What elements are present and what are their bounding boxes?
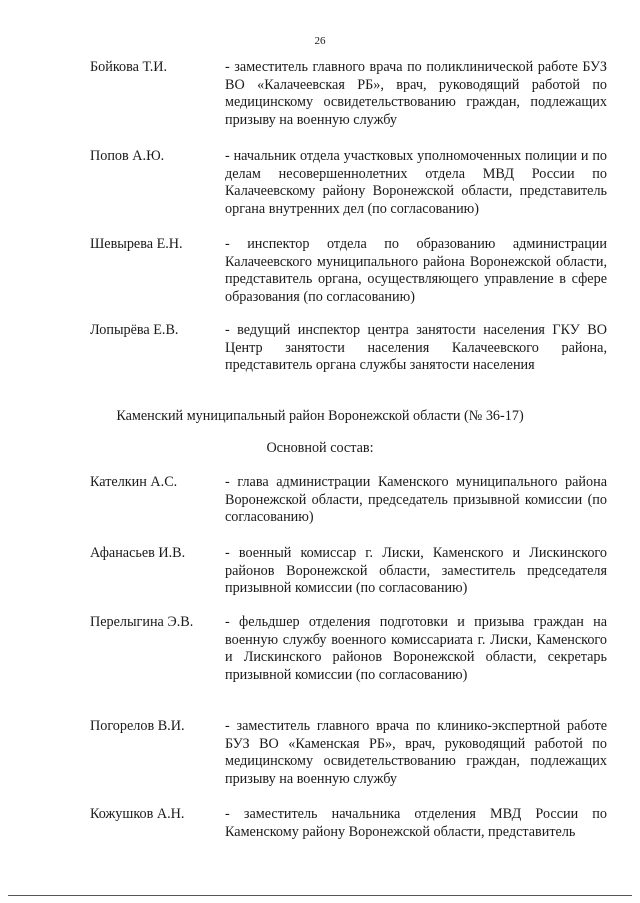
page-number: 26 — [314, 35, 326, 47]
page-bottom-divider — [8, 895, 632, 896]
member-name: Попов А.Ю. — [90, 148, 165, 164]
member-name: Бойкова Т.И. — [90, 59, 168, 75]
member-role: - заместитель начальника отделения МВД России по Каменскому району Воронежской области, представитель — [225, 806, 607, 840]
member-name: Шевырева Е.Н. — [90, 236, 183, 252]
member-name: Лопырёва Е.В. — [90, 322, 179, 338]
member-name: Кателкин А.С. — [90, 474, 178, 490]
member-role: - заместитель главного врача по поликлинической работе БУЗ ВО «Калачеевская РБ», врач, руководящий работой по медицинскому освидетельствованию граждан, подлежащих призыву на военную службу — [225, 59, 607, 128]
member-name: Кожушков А.Н. — [90, 806, 185, 822]
section-heading: Каменский муниципальный район Воронежской области (№ 36-17) — [116, 408, 524, 424]
member-role: - инспектор отдела по образованию администрации Калачеевского муниципального района Воронежской области, представитель органа, осуществляющего управление в сфере образования (по согласованию) — [225, 236, 607, 305]
member-role: - ведущий инспектор центра занятости населения ГКУ ВО Центр занятости населения Калачеевского района, представитель органа службы занятости населения — [225, 322, 607, 374]
member-role: - военный комиссар г. Лиски, Каменского и Лискинского районов Воронежской области, заместитель председателя призывной комиссии (по согласованию) — [225, 545, 607, 597]
member-role: - заместитель главного врача по клинико-экспертной работе БУЗ ВО «Каменская РБ», врач, руководящий работой по медицинскому освидетельствованию граждан, подлежащих призыву на военную службу — [225, 718, 607, 787]
member-role: - начальник отдела участковых уполномоченных полиции и по делам несовершеннолетних отдела МВД России по Калачеевскому району Воронежской области, представитель органа внутренних дел (по согласованию) — [225, 148, 607, 217]
member-name: Перелыгина Э.В. — [90, 614, 194, 630]
member-role: - глава администрации Каменского муниципального района Воронежской области, председатель призывной комиссии (по согласованию) — [225, 474, 607, 526]
member-name: Афанасьев И.В. — [90, 545, 186, 561]
member-name: Погорелов В.И. — [90, 718, 185, 734]
member-role: - фельдшер отделения подготовки и призыва граждан на военную службу военного комиссариата г. Лиски, Каменского и Лискинского районов Воронежской области, секретарь призывной комиссии (по согласованию) — [225, 614, 607, 683]
sub-heading: Основной состав: — [266, 440, 374, 456]
